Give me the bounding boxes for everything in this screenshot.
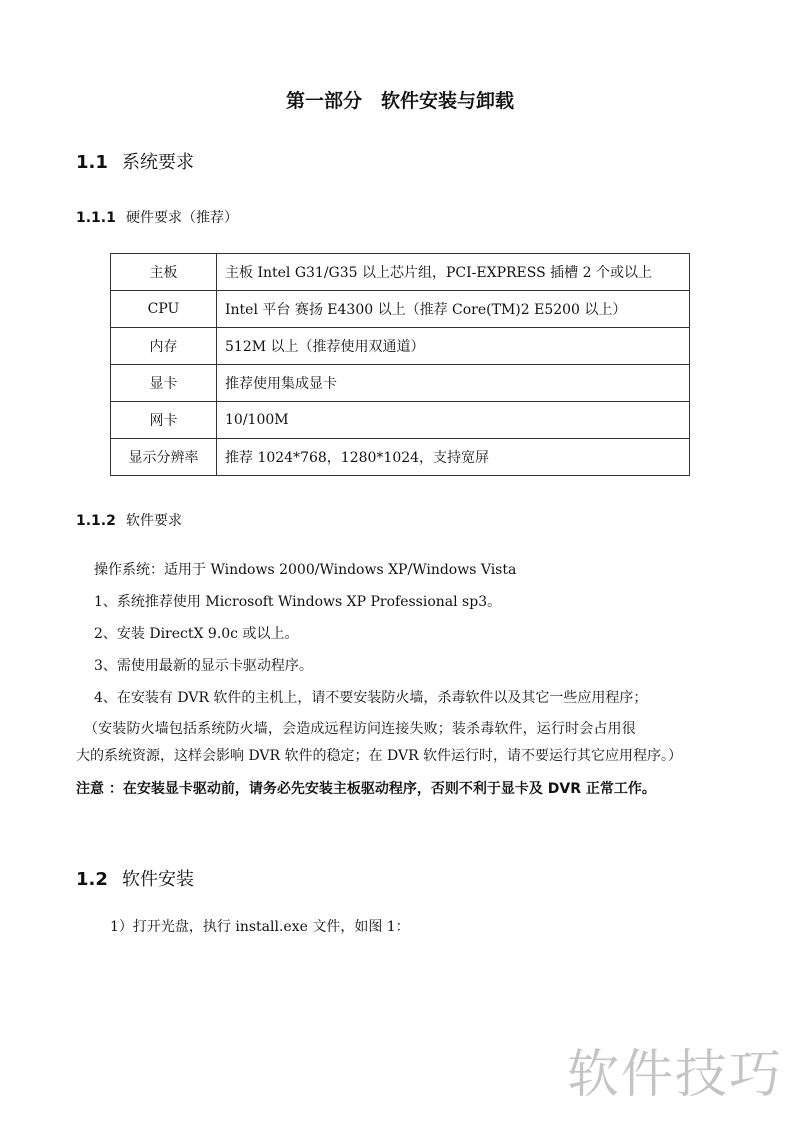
table-row (111, 328, 690, 365)
section-label: 硬件要求（推荐） (126, 210, 238, 226)
table-value-cell: Intel 平台 赛扬 E4300 以上（推荐 Core(TM)2 E5200 以上） (217, 291, 690, 328)
warning-note: 注意 ：在安装显卡驱动前，请务必先安装主板驱动程序，否则不利于显卡及 DVR 正常工作。 (76, 781, 656, 797)
software-item-3: 3、需使用最新的显示卡驱动程序。 (94, 658, 313, 674)
section-number: 1.2 (76, 869, 108, 890)
section-number: 1.1 (76, 152, 108, 173)
section-heading-1-1-1 (76, 207, 238, 227)
table-value-cell: 推荐 1024*768，1280*1024，支持宽屏 (217, 439, 690, 476)
section-heading-1-2 (76, 865, 194, 891)
software-item-4-detail-line: （安装防火墙包括系统防火墙，会造成远程访问连接失败；装杀毒软件，运行时会占用很 (84, 721, 636, 737)
table-key-cell: 内存 (111, 328, 217, 365)
table-key-cell: 网卡 (111, 402, 217, 439)
table-row (111, 439, 690, 476)
section-label: 软件要求 (126, 513, 182, 529)
section-label: 软件安装 (122, 869, 194, 890)
software-item-2: 2、安装 DirectX 9.0c 或以上。 (94, 626, 299, 642)
section-number: 1.1.2 (76, 513, 116, 529)
table-key-cell: 显卡 (111, 365, 217, 402)
software-item-4-detail-line: 大的系统资源，这样会影响 DVR 软件的稳定；在 DVR 软件运行时，请不要运行其它应用程序。） (76, 748, 683, 764)
section-number: 1.1.1 (76, 210, 116, 226)
table-value-cell: 512M 以上（推荐使用双通道） (217, 328, 690, 365)
table-key-cell: 显示分辨率 (111, 439, 217, 476)
section-heading-1-1 (76, 148, 194, 174)
watermark: 软件技巧 (567, 1045, 784, 1105)
install-step-1: 1）打开光盘，执行 install.exe 文件，如图 1： (110, 919, 410, 935)
table-row (111, 365, 690, 402)
table-value-cell: 主板 Intel G31/G35 以上芯片组，PCI-EXPRESS 插槽 2 个或以上 (217, 254, 690, 291)
software-item-4: 4、在安装有 DVR 软件的主机上，请不要安装防火墙，杀毒软件以及其它一些应用程序； (94, 690, 648, 706)
hardware-requirements-table (110, 253, 690, 476)
os-requirement: 操作系统：适用于 Windows 2000/Windows XP/Windows Vista (94, 562, 517, 578)
section-heading-1-1-2 (76, 510, 182, 530)
page-title: 第一部分 软件安装与卸载 (285, 90, 514, 112)
table-value-cell: 推荐使用集成显卡 (217, 365, 690, 402)
table-row (111, 291, 690, 328)
table-key-cell: 主板 (111, 254, 217, 291)
table-row (111, 402, 690, 439)
table-key-cell: CPU (111, 291, 217, 328)
software-item-1: 1、系统推荐使用 Microsoft Windows XP Professional sp3。 (94, 594, 502, 610)
section-label: 系统要求 (122, 152, 194, 173)
table-value-cell: 10/100M (217, 402, 690, 439)
table-row (111, 254, 690, 291)
